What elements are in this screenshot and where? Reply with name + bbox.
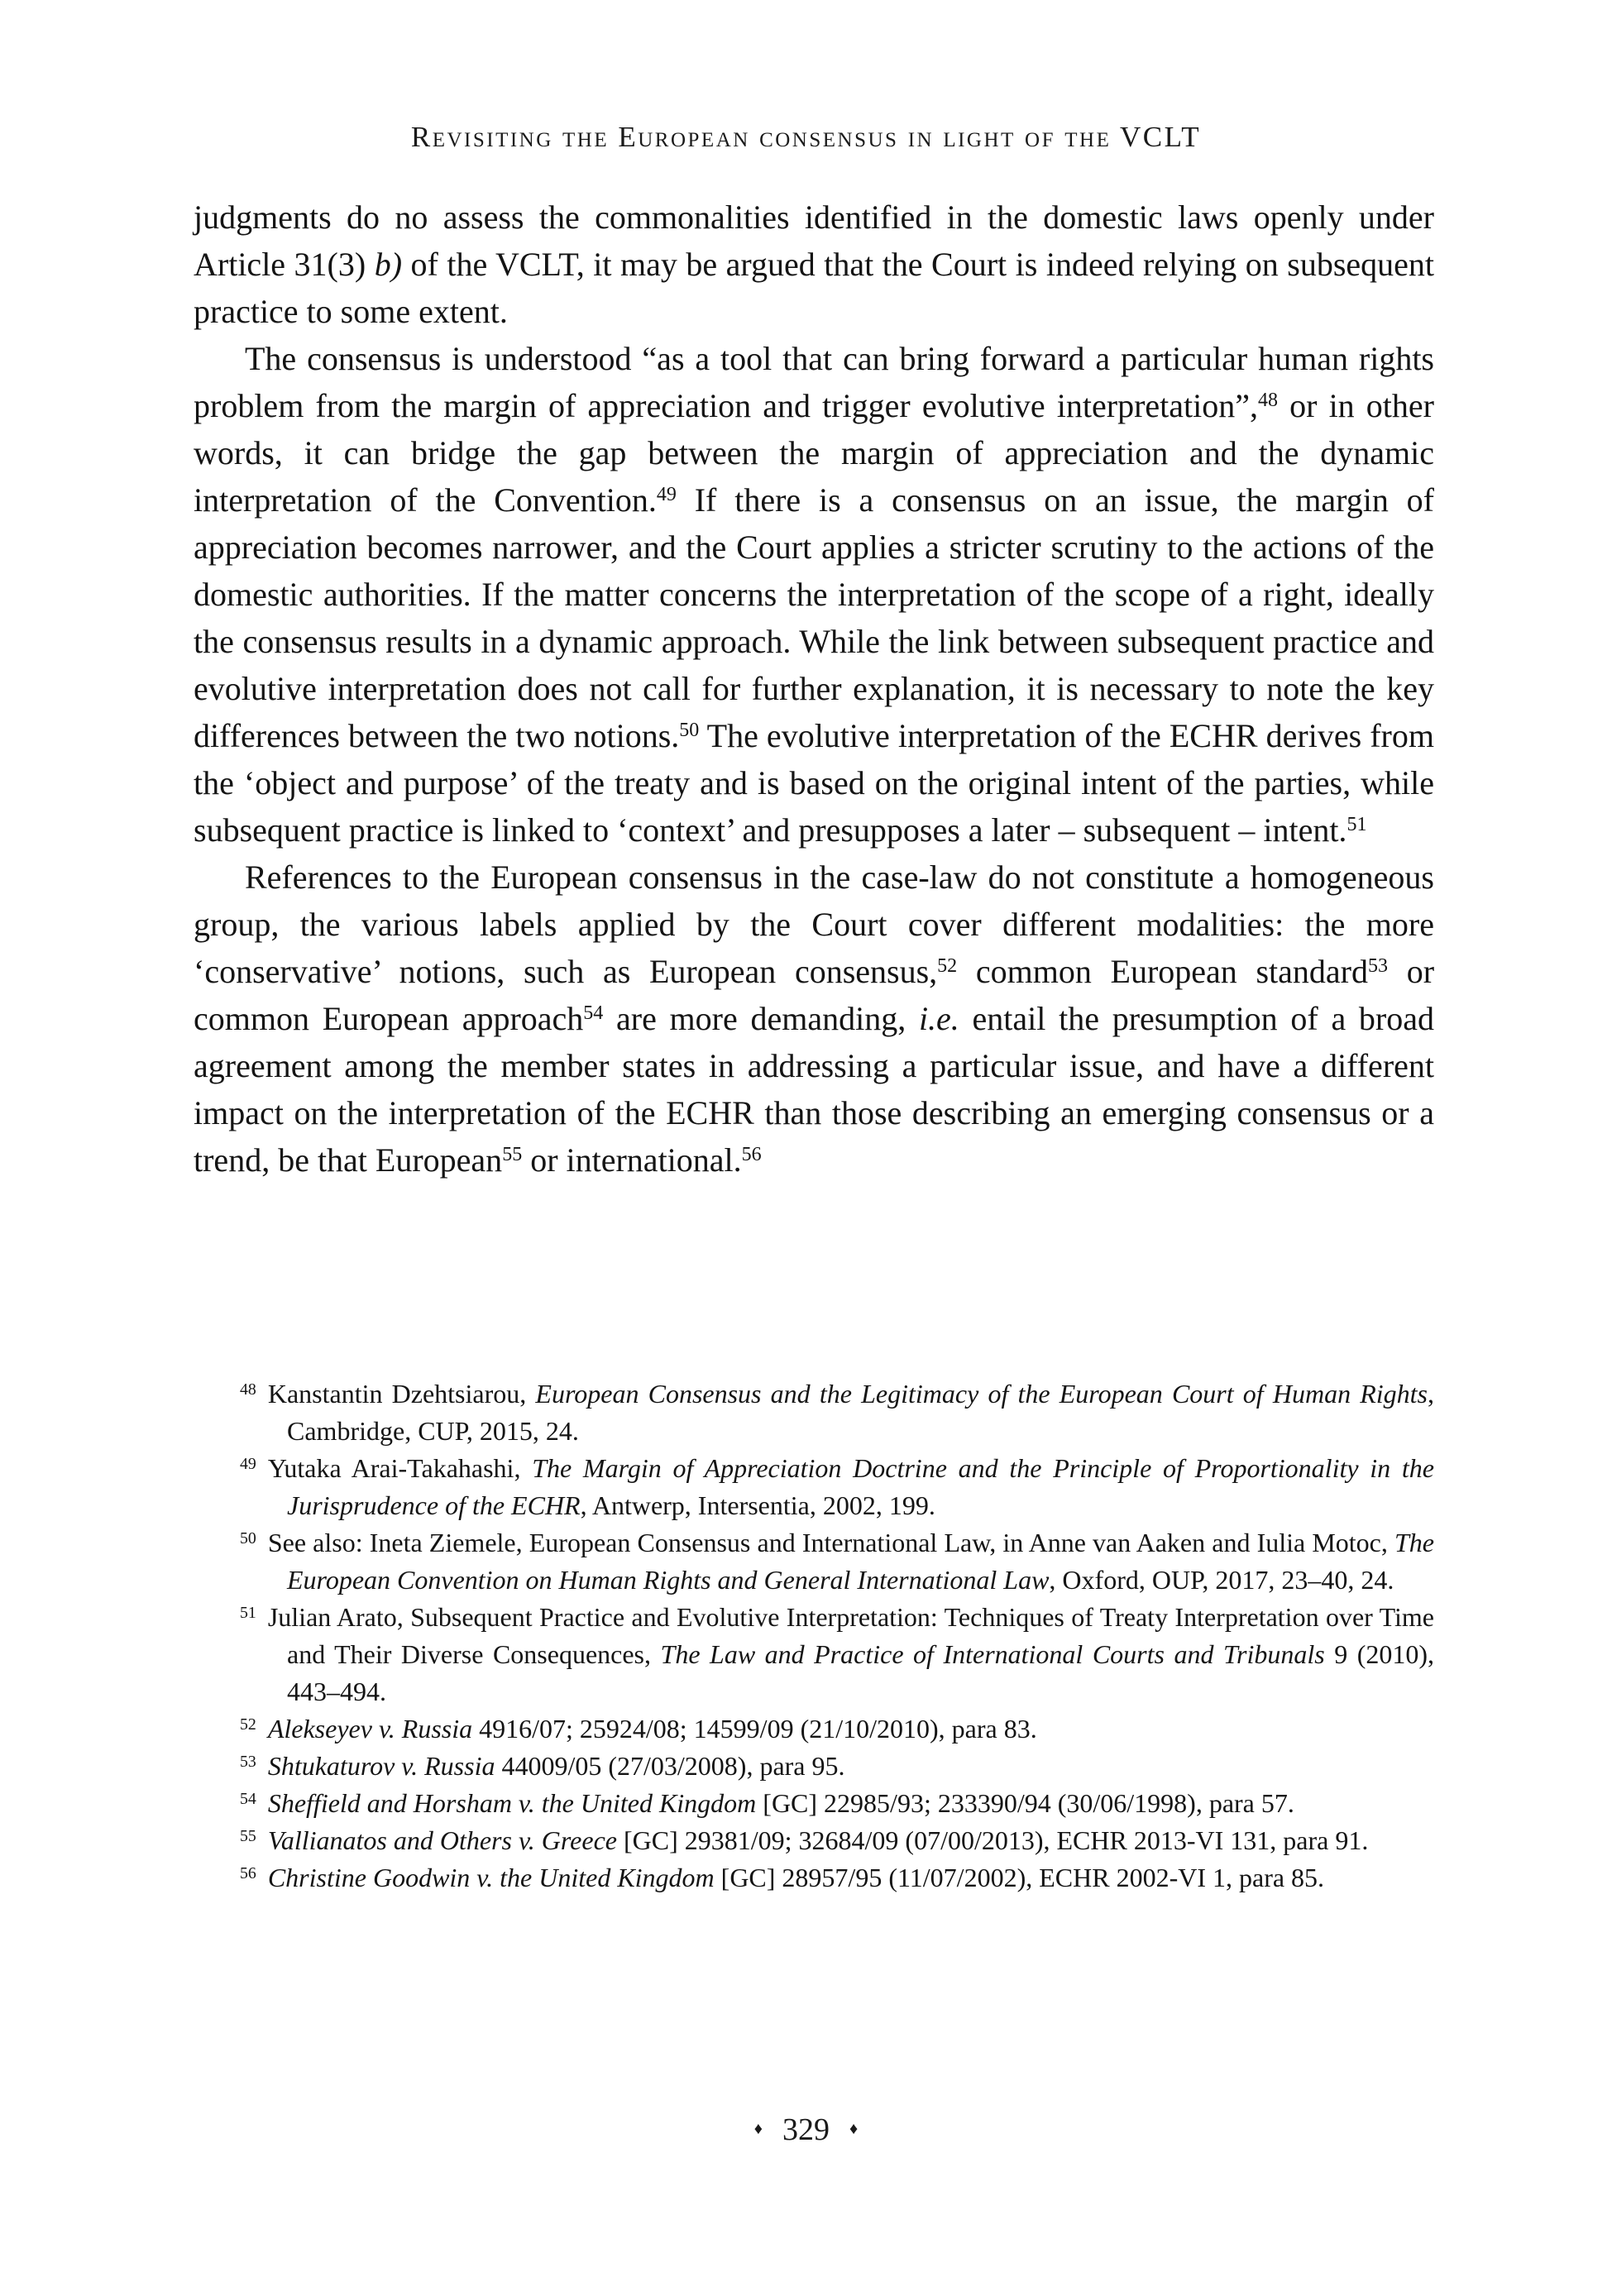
footnote-ref: 55 (502, 1143, 523, 1165)
text-run: are more demanding, (603, 1000, 919, 1037)
footnote (240, 1375, 1434, 1450)
footnote-ref: 50 (679, 719, 700, 741)
text-run: or international. (522, 1141, 742, 1179)
body-text (194, 194, 1434, 1184)
text-run: [GC] 29381/09; 32684/09 (07/00/2013), ECHR 2013-VI 131, para 91. (616, 1825, 1369, 1855)
footnote (240, 1599, 1434, 1710)
text-run: b) (374, 246, 403, 283)
paragraph (194, 335, 1434, 854)
text-run: Yutaka Arai-Takahashi, (267, 1453, 533, 1483)
text-run: See also: Ineta Ziemele, European Consensus and International Law, in Anne van Aaken and Iulia Motoc, (267, 1528, 1394, 1557)
text-run: References to the European consensus in the case-law do not constitute a homogeneous group, the various labels applied by the Court cover different modalities: the more ‘conservative’ notions, such as European consensus, (194, 859, 1434, 990)
footnote-number: 50 (240, 1529, 256, 1548)
page-number: 329 (782, 2112, 830, 2147)
text-run: entail the presumption of a broad agreement among the member states in addressing a particular issue, and have a different impact on the interpretation of the ECHR than those describing an emerging consensus or a trend, be that European (194, 1000, 1435, 1179)
text-run: If there is a consensus on an issue, the margin of appreciation becomes narrower, and the Court applies a stricter scrutiny to the actions of the domestic authorities. If the matter concerns the interpretation of the scope of a right, ideally the consensus results in a dynamic approach. While the link between subsequent practice and evolutive interpretation does not call for further explanation, it is necessary to note the key differences between the two notions. (194, 481, 1434, 754)
text-run: of the VCLT, it may be argued that the Court is indeed relying on subsequent practice to some extent. (194, 246, 1435, 330)
text-run: The Margin of Appreciation Doctrine and the Principle of Proportionality in the Jurisprudence of the ECHR (287, 1453, 1435, 1520)
footnote (240, 1785, 1434, 1822)
text-run: Christine Goodwin v. the United Kingdom (267, 1863, 715, 1892)
text-run: [GC] 22985/93; 233390/94 (30/06/1998), para 57. (756, 1788, 1294, 1818)
footnote (240, 1748, 1434, 1785)
text-run: The Law and Practice of International Courts and Tribunals (660, 1639, 1325, 1669)
text-run: Alekseyev v. Russia (267, 1714, 473, 1744)
text-run: i.e. (918, 1000, 959, 1037)
footnote-ref: 53 (1368, 954, 1388, 977)
text-run: 9 (2010), 443–494. (287, 1639, 1435, 1706)
text-run: Kanstantin Dzehtsiarou, (267, 1379, 536, 1409)
text-run: 4916/07; 25924/08; 14599/09 (21/10/2010), para 83. (472, 1714, 1037, 1744)
text-run: judgments do no assess the commonalities identified in the domestic laws openly under Article 31(3) (194, 199, 1434, 283)
paragraph (194, 854, 1434, 1184)
footnote-ref: 54 (583, 1002, 604, 1024)
text-run: [GC] 28957/95 (11/07/2002), ECHR 2002-VI 1, para 85. (714, 1863, 1325, 1892)
footnote-number: 51 (240, 1604, 256, 1623)
footnote (240, 1524, 1434, 1599)
ornament-icon: ♦ (753, 2120, 763, 2138)
footnote (240, 1859, 1434, 1897)
footnote-number: 54 (240, 1790, 256, 1809)
footnote-number: 52 (240, 1715, 256, 1734)
text-run: Shtukaturov v. Russia (267, 1751, 495, 1781)
text-run: The evolutive interpretation of the ECHR derives from the ‘object and purpose’ of the treaty and is based on the original intent of the parties, while subsequent practice is linked to ‘context’ and presupposes a later – subsequent – intent. (194, 717, 1434, 849)
footnote-number: 53 (240, 1753, 256, 1772)
text-run: or in other words, it can bridge the gap between the margin of appreciation and the dynamic interpretation of the Convention. (194, 387, 1434, 519)
footnote-ref: 48 (1258, 389, 1279, 411)
footnote-ref: 51 (1347, 813, 1367, 835)
text-run: Julian Arato, Subsequent Practice and Evolutive Interpretation: Techniques of Treaty Interpretation over Time and Their Diverse Consequences, (267, 1602, 1434, 1669)
text-run: common European standard (957, 953, 1368, 990)
text-run: 44009/05 (27/03/2008), para 95. (495, 1751, 845, 1781)
ornament-icon: ♦ (849, 2120, 859, 2138)
text-run: European Consensus and the Legitimacy of the European Court of Human Rights (535, 1379, 1428, 1409)
footnote-number: 55 (240, 1827, 256, 1846)
footnote (240, 1710, 1434, 1748)
text-run: , Antwerp, Intersentia, 2002, 199. (580, 1490, 935, 1520)
footnote (240, 1822, 1434, 1859)
text-run: The European Convention on Human Rights and General International Law (287, 1528, 1434, 1595)
text-run: Vallianatos and Others v. Greece (267, 1825, 617, 1855)
text-run: The consensus is understood “as a tool that can bring forward a particular human rights problem from the margin of appreciation and trigger evolutive interpretation”, (194, 340, 1434, 424)
paragraph (194, 194, 1434, 335)
page-footer (0, 2112, 1612, 2148)
footnote-number: 48 (240, 1380, 256, 1399)
text-run: , Oxford, OUP, 2017, 23–40, 24. (1049, 1565, 1394, 1595)
running-header: Revisiting the European consensus in light of the VCLT (410, 121, 1202, 153)
text-run: , Cambridge, CUP, 2015, 24. (287, 1379, 1435, 1446)
footnote (240, 1450, 1434, 1524)
footnote-ref: 56 (741, 1143, 762, 1165)
footnote-number: 49 (240, 1455, 256, 1474)
footnote-ref: 49 (656, 483, 677, 505)
text-run: or common European approach (194, 953, 1435, 1037)
footnote-number: 56 (240, 1864, 256, 1883)
footnote-ref: 52 (937, 954, 958, 977)
footnotes (240, 1375, 1434, 1897)
text-run: Sheffield and Horsham v. the United Kingdom (267, 1788, 757, 1818)
